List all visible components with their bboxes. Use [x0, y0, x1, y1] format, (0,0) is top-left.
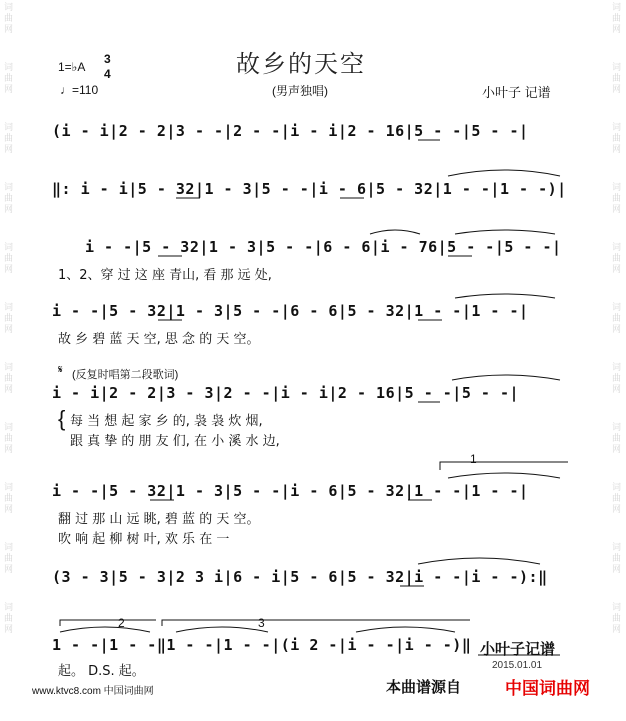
score-row-4: i - -|5 - 32|1 - 3|5 - -|6 - 6|5 - 32|1 - -|1 - -| — [52, 302, 529, 320]
score-row-6: i - -|5 - 32|1 - 3|5 - -|i - 6|5 - 32|1 - -|1 - -| — [52, 482, 529, 500]
time-signature-bottom: 4 — [104, 67, 111, 81]
watermark-left-9: 词曲网 — [2, 482, 12, 515]
tempo-marking: ♩=110 — [60, 83, 99, 97]
watermark-right-8: 词曲网 — [610, 422, 620, 455]
watermark-right-3: 词曲网 — [610, 122, 620, 155]
lyric-row-5b: 跟 真 挚 的 朋 友 们, 在 小 溪 水 边, — [70, 434, 280, 449]
watermark-left-8: 词曲网 — [2, 422, 12, 455]
song-title: 故乡的天空 — [236, 50, 366, 78]
time-signature-top: 3 — [104, 52, 111, 66]
watermark-left-1: 词曲网 — [2, 2, 12, 35]
lyric-row-8: 起。 D.S. 起。 — [58, 664, 145, 679]
watermark-right-10: 词曲网 — [610, 542, 620, 575]
score-row-7: (3 - 3|5 - 3|2 3 i|6 - i|5 - 6|5 - 32|i - -|i - -):‖ — [52, 568, 548, 586]
source-label: 本曲谱源自 — [386, 679, 462, 696]
watermark-right-11: 词曲网 — [610, 602, 620, 635]
score-row-1: (i - i|2 - 2|3 - -|2 - -|i - i|2 - 16|5 - -|5 - -| — [52, 122, 529, 140]
song-subtitle: (男声独唱) — [272, 84, 328, 98]
watermark-left-10: 词曲网 — [2, 542, 12, 575]
watermark-right-6: 词曲网 — [610, 302, 620, 335]
lyric-row-4: 故 乡 碧 蓝 天 空, 思 念 的 天 空。 — [58, 332, 260, 347]
score-row-8: 1 - -|1 - -‖1 - -|1 - -|(i 2 -|i - -|i - -)‖ — [52, 636, 472, 654]
lyric-brace: { — [58, 406, 66, 431]
lyric-row-3: 1、2、穿 过 这 座 青山, 看 那 远 处, — [58, 268, 272, 283]
watermark-left-6: 词曲网 — [2, 302, 12, 335]
volta-3-label: 3 — [258, 616, 265, 630]
watermark-left-7: 词曲网 — [2, 362, 12, 395]
segno-note: (反复时唱第二段歌词) — [72, 369, 179, 381]
watermark-left-4: 词曲网 — [2, 182, 12, 215]
date-stamp: 2015.01.01 — [492, 660, 543, 671]
lyric-row-6b: 吹 响 起 柳 树 叶, 欢 乐 在 一 — [58, 532, 230, 547]
key-signature: 1=♭A — [58, 60, 86, 74]
watermark-right-4: 词曲网 — [610, 182, 620, 215]
site-footer-left[interactable]: www.ktvc8.com 中国词曲网 — [32, 686, 154, 697]
watermark-right-2: 词曲网 — [610, 62, 620, 95]
watermark-right-5: 词曲网 — [610, 242, 620, 275]
watermark-right-1: 词曲网 — [610, 2, 620, 35]
score-row-5: i - i|2 - 2|3 - 3|2 - -|i - i|2 - 16|5 - -|5 - -| — [52, 384, 520, 402]
lyric-row-6a: 翻 过 那 山 远 眺, 碧 蓝 的 天 空。 — [58, 512, 260, 527]
watermark-left-11: 词曲网 — [2, 602, 12, 635]
watermark-left-3: 词曲网 — [2, 122, 12, 155]
watermark-right-9: 词曲网 — [610, 482, 620, 515]
volta-1-label: 1 — [470, 452, 477, 466]
arranger-credit: 小叶子 记谱 — [482, 85, 551, 100]
source-site-link[interactable]: 中国词曲网 — [505, 679, 590, 698]
watermark-left-2: 词曲网 — [2, 62, 12, 95]
watermark-right-7: 词曲网 — [610, 362, 620, 395]
segno-sign: 𝄋 — [58, 364, 63, 376]
score-row-3: i - -|5 - 32|1 - 3|5 - -|6 - 6|i - 76|5 - -|5 - -| — [85, 238, 562, 256]
watermark-left-5: 词曲网 — [2, 242, 12, 275]
lyric-row-5a: 每 当 想 起 家 乡 的, 袅 袅 炊 烟, — [70, 414, 263, 429]
score-row-2: ‖: i - i|5 - 32|1 - 3|5 - -|i - 6|5 - 32|1 - -|1 - -)| — [52, 180, 567, 198]
signature: 小叶子记谱 — [480, 641, 556, 658]
volta-2-label: 2 — [118, 616, 125, 630]
